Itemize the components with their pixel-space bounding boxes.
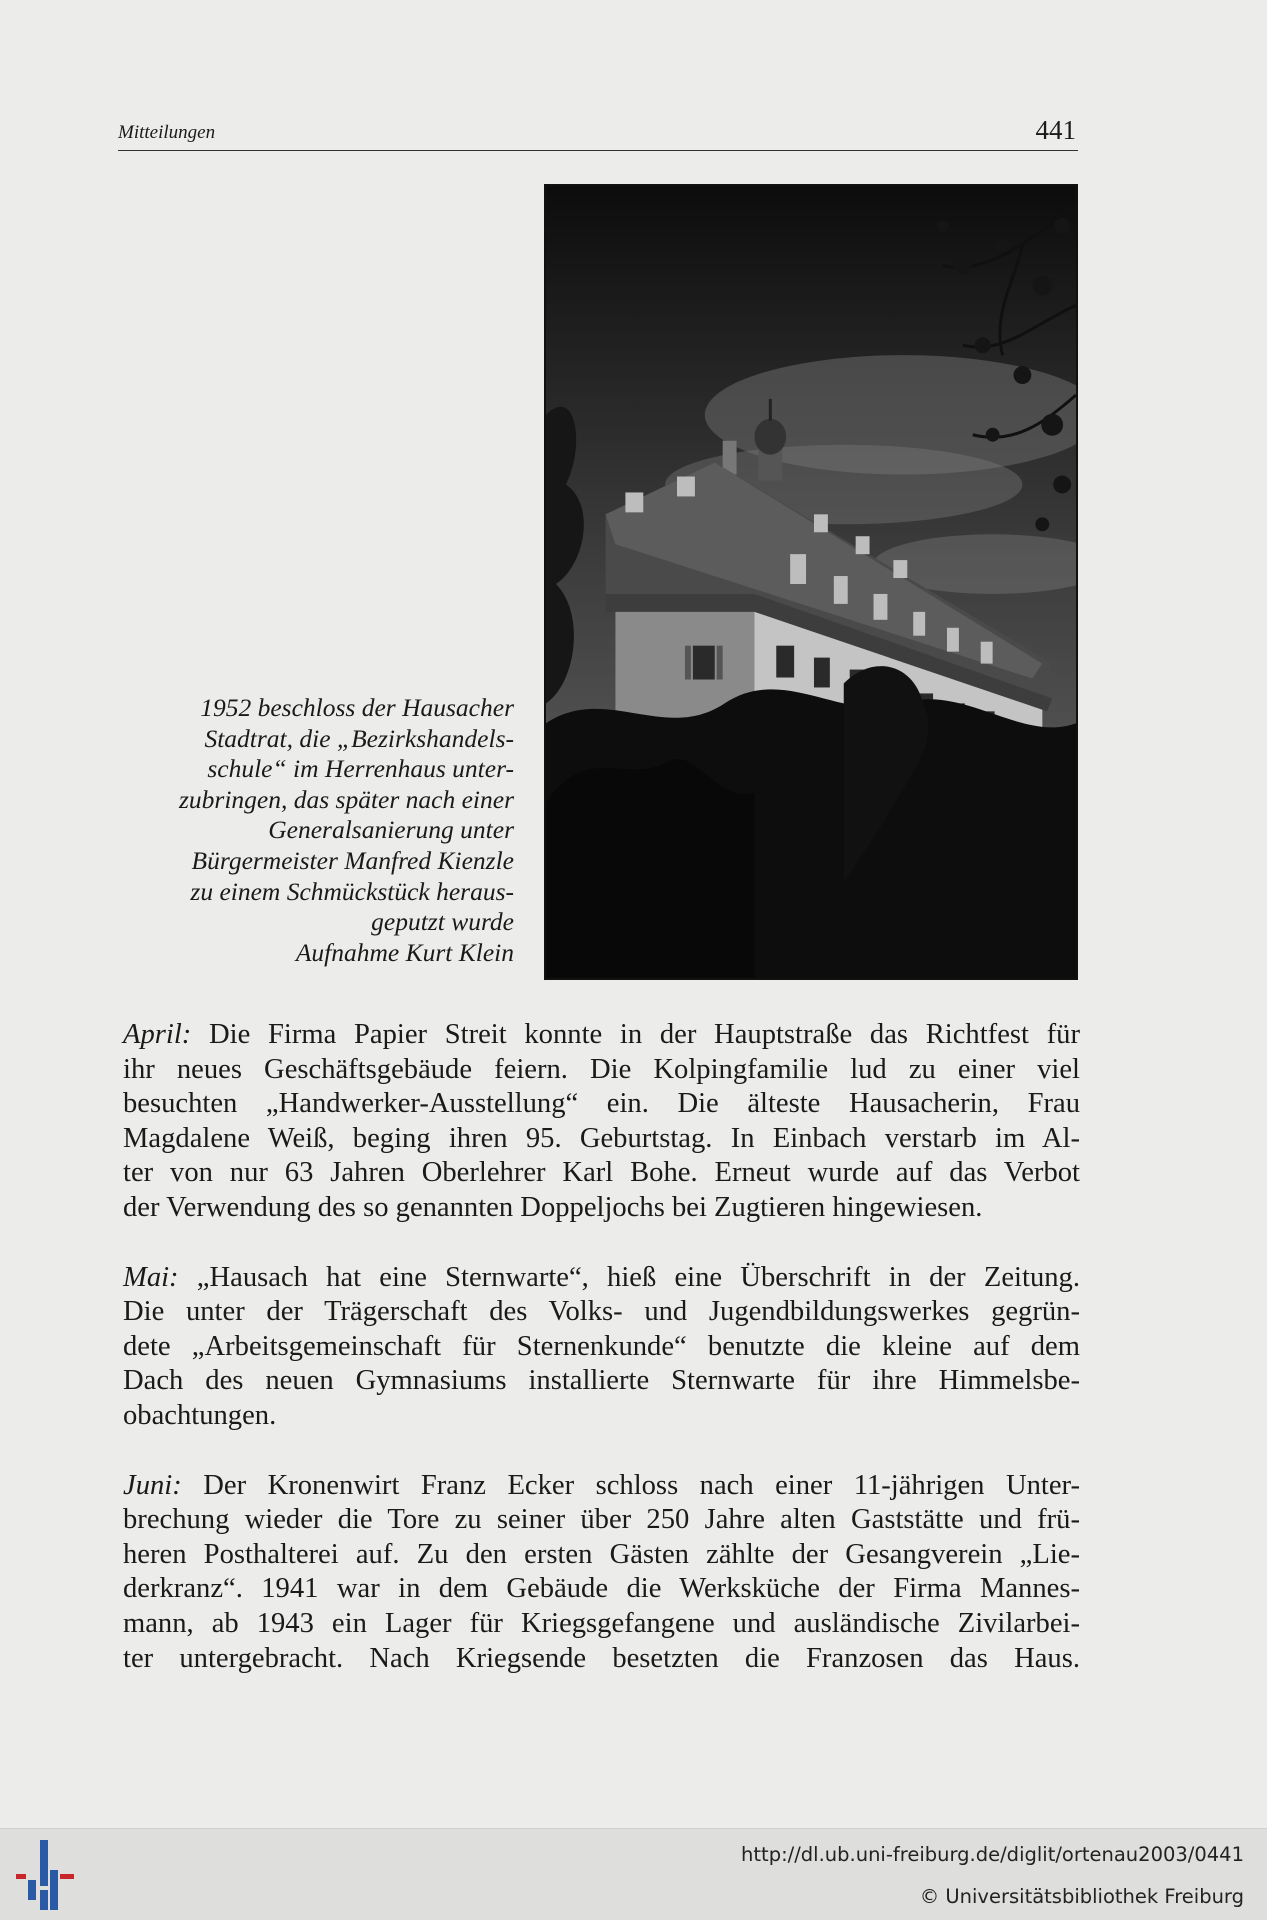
text-line	[123, 1469, 1080, 1504]
caption-line: Stadtrat, die „Bezirkshandels-	[204, 723, 514, 753]
month-label: April:	[123, 1019, 192, 1050]
text-line: heren Posthalterei auf. Zu den ersten Gästen zählte der Gesangverein „Lie-	[123, 1538, 1080, 1570]
copyright-notice: © Universitätsbibliothek Freiburg	[919, 1885, 1244, 1908]
herrenhaus-illustration	[546, 186, 1076, 978]
text-line: dete „Arbeitsgemeinschaft für Sternenkunde“ benutzte die kleine auf dem	[123, 1330, 1080, 1362]
caption-line: Aufnahme Kurt Klein	[295, 937, 514, 967]
caption-line: zubringen, das später nach einer	[178, 784, 514, 814]
text-line: ihr neues Geschäftsgebäude feiern. Die Kolpingfamilie lud zu einer viel	[123, 1053, 1080, 1085]
running-head	[118, 112, 1078, 151]
line-text: Der Kronenwirt Franz Ecker schloss nach einer 11-jährigen Unter-	[181, 1469, 1080, 1501]
article-body	[123, 1018, 1080, 1711]
paragraph-mai	[123, 1261, 1080, 1434]
library-footer	[0, 1828, 1267, 1920]
text-line: mann, ab 1943 ein Lager für Kriegsgefangene und ausländische Zivilarbei-	[123, 1607, 1080, 1639]
ub-freiburg-logo-icon	[16, 1840, 78, 1910]
caption-line: Generalsanierung unter	[268, 815, 514, 845]
caption-line: geputzt wurde	[371, 907, 514, 937]
month-label: Juni:	[123, 1469, 182, 1501]
text-line: Dach des neuen Gymnasiums installierte Sternwarte für ihre Himmelsbe-	[123, 1365, 1080, 1397]
text-line: obachtungen.	[123, 1399, 277, 1431]
paragraph-juni	[123, 1469, 1080, 1677]
line-text: „Hausach hat eine Sternwarte“, hieß eine Überschrift in der Zeitung.	[178, 1261, 1080, 1293]
text-line: derkranz“. 1941 war in dem Gebäude die Werksküche der Firma Mannes-	[123, 1573, 1080, 1605]
paragraph-april	[123, 1018, 1080, 1226]
text-line	[123, 1018, 1080, 1053]
caption-line: Bürgermeister Manfred Kienzle	[191, 845, 514, 875]
text-line: brechung wieder die Tore zu seiner über 250 Jahre alten Gaststätte und frü-	[123, 1504, 1080, 1536]
caption-line: zu einem Schmückstück heraus-	[190, 876, 514, 906]
page-number: 441	[1035, 115, 1076, 145]
caption-line: 1952 beschloss der Hausacher	[200, 693, 514, 722]
photo-caption	[118, 693, 514, 968]
permalink-link[interactable]: http://dl.ub.uni-freiburg.de/diglit/ortenau2003/0441	[741, 1843, 1244, 1866]
text-line: ter untergebracht. Nach Kriegsende besetzten die Franzosen das Haus.	[123, 1642, 1080, 1674]
text-line: besuchten „Handwerker-Ausstellung“ ein. Die älteste Hausacherin, Frau	[123, 1088, 1080, 1120]
text-line: Die unter der Trägerschaft des Volks- und Jugendbildungswerkes gegrün-	[123, 1296, 1080, 1328]
month-label: Mai:	[123, 1261, 179, 1293]
text-line: ter von nur 63 Jahren Oberlehrer Karl Bohe. Erneut wurde auf das Verbot	[123, 1157, 1080, 1189]
caption-line: schule“ im Herrenhaus unter-	[207, 754, 514, 784]
section-title: Mitteilungen	[118, 122, 216, 143]
herrenhaus-photo	[544, 184, 1078, 980]
text-line: Magdalene Weiß, beging ihren 95. Geburtstag. In Einbach verstarb im Al-	[123, 1122, 1080, 1154]
text-line: der Verwendung des so genannten Doppeljochs bei Zugtieren hingewiesen.	[123, 1191, 983, 1223]
line-text: Die Firma Papier Streit konnte in der Hauptstraße das Richtfest für	[191, 1019, 1080, 1050]
text-line	[123, 1261, 1080, 1296]
